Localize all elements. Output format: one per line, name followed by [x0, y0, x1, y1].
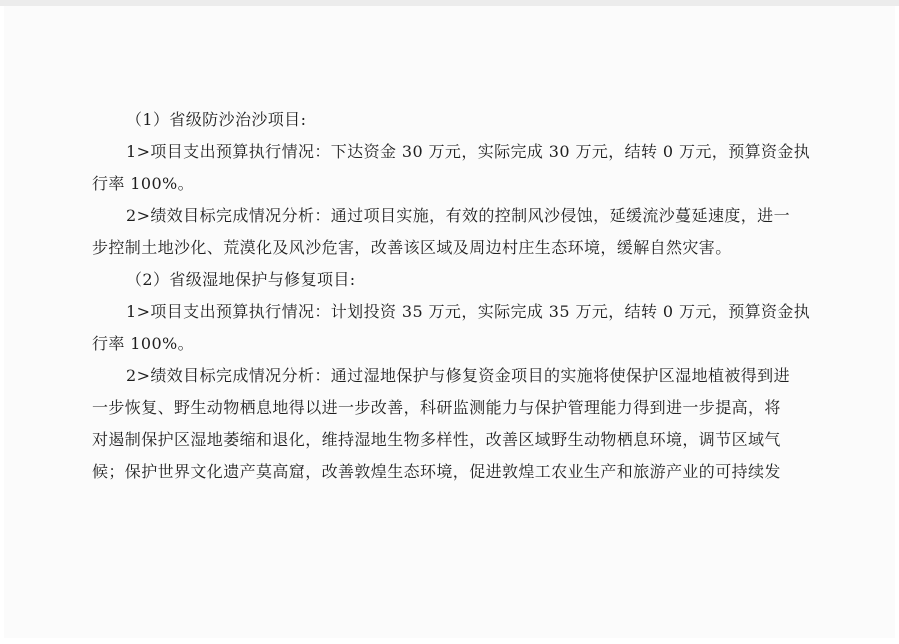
document-body: [92, 104, 822, 488]
section-heading-2: （2）省级湿地保护与修复项目:: [126, 270, 356, 289]
paragraph-line: 候；保护世界文化遗产莫高窟，改善敦煌生态环境，促进敦煌工农业生产和旅游产业的可持续发: [92, 462, 781, 481]
paragraph-line: 2>绩效目标完成情况分析：通过项目实施，有效的控制风沙侵蚀，延缓流沙蔓延速度，进一: [126, 206, 790, 225]
paragraph-line: 步控制土地沙化、荒漠化及风沙危害，改善该区域及周边村庄生态环境，缓解自然灾害。: [92, 238, 732, 257]
paragraph-line: 1>项目支出预算执行情况：下达资金 30 万元，实际完成 30 万元，结转 0 万元，预算资金执: [126, 142, 811, 161]
paragraph-line: 2>绩效目标完成情况分析：通过湿地保护与修复资金项目的实施将使保护区湿地植被得到进: [126, 366, 790, 385]
paragraph-line: 一步恢复、野生动物栖息地得以进一步改善，科研监测能力与保护管理能力得到进一步提高，将: [92, 398, 781, 417]
paragraph-line: 行率 100%。: [92, 334, 195, 353]
paragraph-line: 1>项目支出预算执行情况：计划投资 35 万元，实际完成 35 万元，结转 0 万元，预算资金执: [126, 302, 811, 321]
section-heading-1: （1）省级防沙治沙项目:: [126, 110, 307, 129]
paragraph-line: 行率 100%。: [92, 174, 195, 193]
document-page: [4, 6, 895, 638]
paragraph-line: 对遏制保护区湿地萎缩和退化，维持湿地生物多样性，改善区域野生动物栖息环境，调节区域气: [92, 430, 781, 449]
